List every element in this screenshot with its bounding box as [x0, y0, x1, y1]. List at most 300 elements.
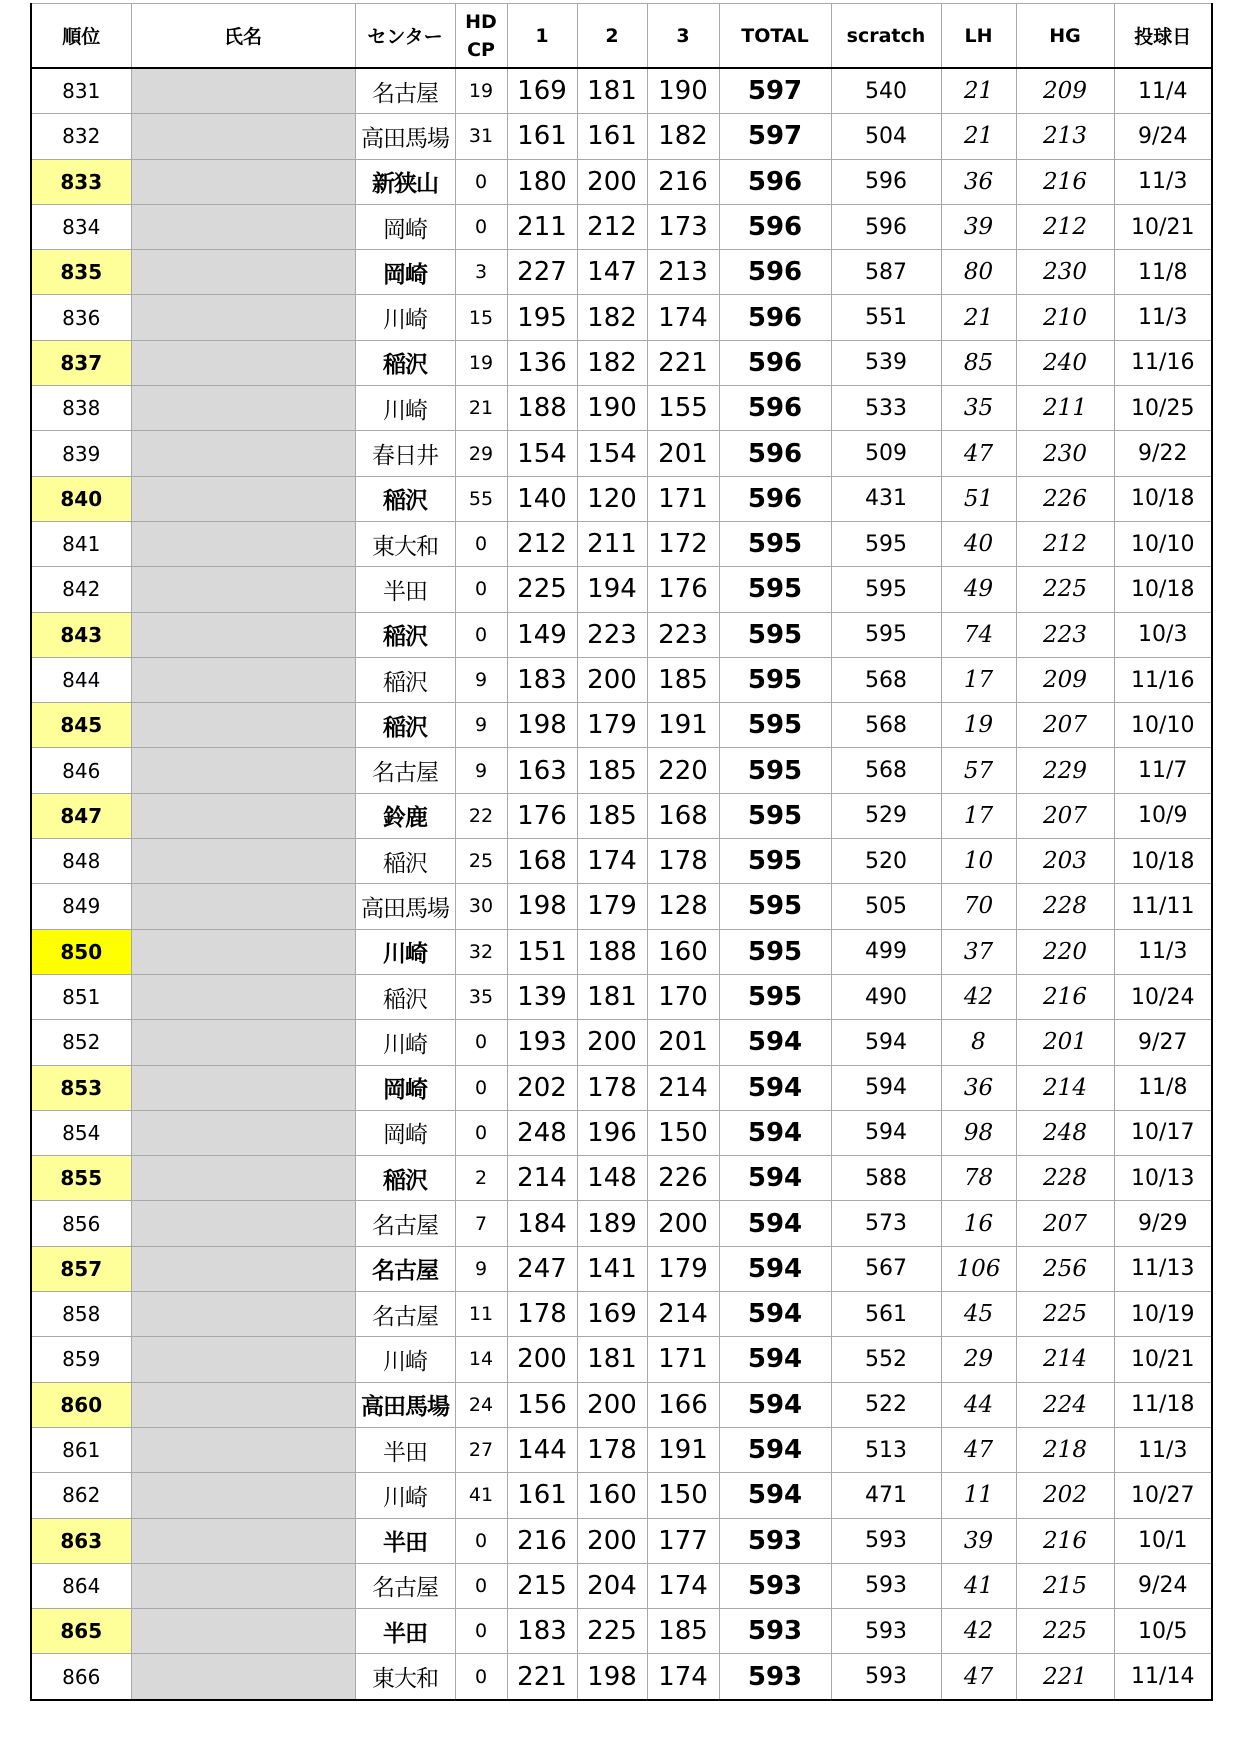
scratch-cell: 568	[831, 703, 941, 748]
hdcp-cell: 41	[455, 1473, 507, 1518]
name-cell	[131, 1473, 355, 1518]
name-cell	[131, 1292, 355, 1337]
hg-cell: 223	[1016, 612, 1114, 657]
date-cell: 10/10	[1114, 521, 1212, 566]
game3-cell: 191	[647, 1427, 719, 1472]
rank-cell: 832	[31, 114, 131, 159]
rank-cell: 840	[31, 476, 131, 521]
rank-cell: 845	[31, 703, 131, 748]
scratch-cell: 594	[831, 1020, 941, 1065]
name-cell	[131, 1020, 355, 1065]
name-cell	[131, 657, 355, 702]
date-cell: 11/8	[1114, 250, 1212, 295]
game3-cell: 185	[647, 657, 719, 702]
hg-cell: 207	[1016, 1201, 1114, 1246]
center-cell: 新狭山	[355, 159, 455, 204]
center-cell: 名古屋	[355, 1292, 455, 1337]
hdcp-cell: 25	[455, 839, 507, 884]
game1-cell: 214	[507, 1156, 577, 1201]
date-cell: 11/14	[1114, 1654, 1212, 1700]
date-cell: 10/1	[1114, 1518, 1212, 1563]
game2-cell: 200	[577, 1020, 647, 1065]
game1-cell: 216	[507, 1518, 577, 1563]
center-cell: 稲沢	[355, 612, 455, 657]
rank-cell: 858	[31, 1292, 131, 1337]
center-cell: 川崎	[355, 1337, 455, 1382]
table-row	[31, 1473, 1212, 1518]
header-row	[31, 4, 1212, 69]
total-cell: 594	[719, 1110, 831, 1155]
game2-cell: 160	[577, 1473, 647, 1518]
rank-cell: 842	[31, 567, 131, 612]
hg-cell: 215	[1016, 1563, 1114, 1608]
lh-cell: 98	[941, 1110, 1016, 1155]
lh-cell: 41	[941, 1563, 1016, 1608]
game3-cell: 150	[647, 1110, 719, 1155]
name-cell	[131, 974, 355, 1019]
hdcp-cell: 14	[455, 1337, 507, 1382]
game1-cell: 139	[507, 974, 577, 1019]
header-rank: 順位	[31, 4, 131, 69]
game1-cell: 193	[507, 1020, 577, 1065]
header-hdcp-line1: HD	[465, 10, 497, 33]
game1-cell: 198	[507, 884, 577, 929]
lh-cell: 47	[941, 1427, 1016, 1472]
hdcp-cell: 27	[455, 1427, 507, 1472]
scratch-cell: 513	[831, 1427, 941, 1472]
game3-cell: 223	[647, 612, 719, 657]
date-cell: 11/13	[1114, 1246, 1212, 1291]
lh-cell: 80	[941, 250, 1016, 295]
hg-cell: 212	[1016, 204, 1114, 249]
lh-cell: 49	[941, 567, 1016, 612]
game3-cell: 191	[647, 703, 719, 748]
game3-cell: 201	[647, 431, 719, 476]
table-row	[31, 386, 1212, 431]
game1-cell: 202	[507, 1065, 577, 1110]
game3-cell: 171	[647, 476, 719, 521]
table-row	[31, 204, 1212, 249]
game1-cell: 225	[507, 567, 577, 612]
hdcp-cell: 0	[455, 1563, 507, 1608]
name-cell	[131, 1518, 355, 1563]
lh-cell: 78	[941, 1156, 1016, 1201]
rank-cell: 857	[31, 1246, 131, 1291]
date-cell: 11/16	[1114, 340, 1212, 385]
scratch-cell: 593	[831, 1518, 941, 1563]
game2-cell: 148	[577, 1156, 647, 1201]
game2-cell: 161	[577, 114, 647, 159]
hdcp-cell: 7	[455, 1201, 507, 1246]
game2-cell: 198	[577, 1654, 647, 1700]
hdcp-cell: 9	[455, 657, 507, 702]
date-cell: 10/17	[1114, 1110, 1212, 1155]
hg-cell: 229	[1016, 748, 1114, 793]
date-cell: 9/29	[1114, 1201, 1212, 1246]
hdcp-cell: 0	[455, 1065, 507, 1110]
hg-cell: 210	[1016, 295, 1114, 340]
scratch-cell: 594	[831, 1110, 941, 1155]
scratch-cell: 593	[831, 1563, 941, 1608]
date-cell: 11/3	[1114, 1427, 1212, 1472]
name-cell	[131, 1609, 355, 1654]
date-cell: 10/18	[1114, 567, 1212, 612]
lh-cell: 70	[941, 884, 1016, 929]
lh-cell: 36	[941, 159, 1016, 204]
rank-cell: 850	[31, 929, 131, 974]
lh-cell: 47	[941, 1654, 1016, 1700]
rank-cell: 833	[31, 159, 131, 204]
hdcp-cell: 31	[455, 114, 507, 159]
center-cell: 半田	[355, 1427, 455, 1472]
game2-cell: 147	[577, 250, 647, 295]
center-cell: 稲沢	[355, 340, 455, 385]
game1-cell: 151	[507, 929, 577, 974]
total-cell: 596	[719, 250, 831, 295]
table-row	[31, 1563, 1212, 1608]
lh-cell: 85	[941, 340, 1016, 385]
table-row	[31, 703, 1212, 748]
rank-cell: 838	[31, 386, 131, 431]
game2-cell: 200	[577, 159, 647, 204]
game1-cell: 163	[507, 748, 577, 793]
table-row	[31, 974, 1212, 1019]
rank-cell: 839	[31, 431, 131, 476]
game2-cell: 196	[577, 1110, 647, 1155]
scratch-cell: 490	[831, 974, 941, 1019]
table-row	[31, 1337, 1212, 1382]
scratch-cell: 552	[831, 1337, 941, 1382]
hg-cell: 216	[1016, 159, 1114, 204]
game2-cell: 190	[577, 386, 647, 431]
hdcp-cell: 29	[455, 431, 507, 476]
scratch-cell: 505	[831, 884, 941, 929]
header-scratch: scratch	[831, 4, 941, 69]
game1-cell: 183	[507, 657, 577, 702]
total-cell: 593	[719, 1518, 831, 1563]
game3-cell: 190	[647, 68, 719, 114]
table-row	[31, 295, 1212, 340]
hdcp-cell: 0	[455, 567, 507, 612]
rank-cell: 864	[31, 1563, 131, 1608]
table-row	[31, 1609, 1212, 1654]
date-cell: 10/3	[1114, 612, 1212, 657]
scratch-cell: 596	[831, 159, 941, 204]
rank-cell: 862	[31, 1473, 131, 1518]
scratch-cell: 431	[831, 476, 941, 521]
name-cell	[131, 1201, 355, 1246]
total-cell: 595	[719, 612, 831, 657]
game3-cell: 200	[647, 1201, 719, 1246]
scratch-cell: 593	[831, 1654, 941, 1700]
lh-cell: 47	[941, 431, 1016, 476]
table-row	[31, 1292, 1212, 1337]
hg-cell: 220	[1016, 929, 1114, 974]
rank-cell: 836	[31, 295, 131, 340]
table-row	[31, 68, 1212, 114]
game3-cell: 155	[647, 386, 719, 431]
name-cell	[131, 1563, 355, 1608]
date-cell: 9/22	[1114, 431, 1212, 476]
center-cell: 岡崎	[355, 250, 455, 295]
total-cell: 595	[719, 521, 831, 566]
hg-cell: 218	[1016, 1427, 1114, 1472]
name-cell	[131, 1382, 355, 1427]
rank-cell: 843	[31, 612, 131, 657]
game1-cell: 183	[507, 1609, 577, 1654]
total-cell: 595	[719, 748, 831, 793]
table-row	[31, 1065, 1212, 1110]
scratch-cell: 520	[831, 839, 941, 884]
game2-cell: 185	[577, 748, 647, 793]
game1-cell: 212	[507, 521, 577, 566]
scratch-cell: 587	[831, 250, 941, 295]
game1-cell: 211	[507, 204, 577, 249]
date-cell: 10/5	[1114, 1609, 1212, 1654]
table-row	[31, 1246, 1212, 1291]
lh-cell: 21	[941, 114, 1016, 159]
total-cell: 595	[719, 703, 831, 748]
game3-cell: 168	[647, 793, 719, 838]
game1-cell: 184	[507, 1201, 577, 1246]
hg-cell: 216	[1016, 1518, 1114, 1563]
table-row	[31, 250, 1212, 295]
lh-cell: 39	[941, 1518, 1016, 1563]
hg-cell: 213	[1016, 114, 1114, 159]
game1-cell: 144	[507, 1427, 577, 1472]
game3-cell: 174	[647, 1654, 719, 1700]
date-cell: 10/10	[1114, 703, 1212, 748]
name-cell	[131, 1427, 355, 1472]
game3-cell: 201	[647, 1020, 719, 1065]
rank-cell: 854	[31, 1110, 131, 1155]
name-cell	[131, 839, 355, 884]
center-cell: 名古屋	[355, 1563, 455, 1608]
rank-cell: 860	[31, 1382, 131, 1427]
table-row	[31, 612, 1212, 657]
name-cell	[131, 1110, 355, 1155]
hg-cell: 248	[1016, 1110, 1114, 1155]
game3-cell: 185	[647, 1609, 719, 1654]
game1-cell: 168	[507, 839, 577, 884]
name-cell	[131, 340, 355, 385]
center-cell: 半田	[355, 567, 455, 612]
name-cell	[131, 1065, 355, 1110]
hdcp-cell: 19	[455, 68, 507, 114]
date-cell: 11/3	[1114, 929, 1212, 974]
game1-cell: 248	[507, 1110, 577, 1155]
total-cell: 593	[719, 1563, 831, 1608]
lh-cell: 19	[941, 703, 1016, 748]
hdcp-cell: 0	[455, 521, 507, 566]
total-cell: 594	[719, 1292, 831, 1337]
header-date: 投球日	[1114, 4, 1212, 69]
hg-cell: 202	[1016, 1473, 1114, 1518]
header-game2: 2	[577, 4, 647, 69]
total-cell: 594	[719, 1382, 831, 1427]
total-cell: 595	[719, 657, 831, 702]
game1-cell: 149	[507, 612, 577, 657]
game2-cell: 189	[577, 1201, 647, 1246]
hg-cell: 224	[1016, 1382, 1114, 1427]
game2-cell: 141	[577, 1246, 647, 1291]
game2-cell: 169	[577, 1292, 647, 1337]
center-cell: 稲沢	[355, 476, 455, 521]
hdcp-cell: 0	[455, 1020, 507, 1065]
scratch-cell: 568	[831, 657, 941, 702]
center-cell: 稲沢	[355, 1156, 455, 1201]
scratch-cell: 499	[831, 929, 941, 974]
table-row	[31, 159, 1212, 204]
hg-cell: 209	[1016, 68, 1114, 114]
hg-cell: 212	[1016, 521, 1114, 566]
game1-cell: 195	[507, 295, 577, 340]
scratch-cell: 595	[831, 612, 941, 657]
game2-cell: 200	[577, 657, 647, 702]
hdcp-cell: 9	[455, 1246, 507, 1291]
total-cell: 595	[719, 839, 831, 884]
game3-cell: 176	[647, 567, 719, 612]
game2-cell: 178	[577, 1427, 647, 1472]
center-cell: 岡崎	[355, 1110, 455, 1155]
table-row	[31, 340, 1212, 385]
name-cell	[131, 748, 355, 793]
lh-cell: 45	[941, 1292, 1016, 1337]
rank-cell: 848	[31, 839, 131, 884]
name-cell	[131, 793, 355, 838]
center-cell: 半田	[355, 1609, 455, 1654]
table-row	[31, 1518, 1212, 1563]
lh-cell: 51	[941, 476, 1016, 521]
hdcp-cell: 2	[455, 1156, 507, 1201]
date-cell: 10/13	[1114, 1156, 1212, 1201]
game3-cell: 216	[647, 159, 719, 204]
lh-cell: 17	[941, 657, 1016, 702]
date-cell: 9/27	[1114, 1020, 1212, 1065]
rank-cell: 849	[31, 884, 131, 929]
header-name: 氏名	[131, 4, 355, 69]
game1-cell: 198	[507, 703, 577, 748]
hg-cell: 203	[1016, 839, 1114, 884]
table-row	[31, 1156, 1212, 1201]
header-game3: 3	[647, 4, 719, 69]
hg-cell: 207	[1016, 703, 1114, 748]
total-cell: 596	[719, 340, 831, 385]
hg-cell: 214	[1016, 1065, 1114, 1110]
game3-cell: 221	[647, 340, 719, 385]
lh-cell: 37	[941, 929, 1016, 974]
lh-cell: 21	[941, 295, 1016, 340]
header-hg: HG	[1016, 4, 1114, 69]
game2-cell: 194	[577, 567, 647, 612]
lh-cell: 57	[941, 748, 1016, 793]
game2-cell: 179	[577, 884, 647, 929]
table-row	[31, 1382, 1212, 1427]
game2-cell: 223	[577, 612, 647, 657]
date-cell: 11/16	[1114, 657, 1212, 702]
hg-cell: 228	[1016, 884, 1114, 929]
total-cell: 595	[719, 884, 831, 929]
total-cell: 593	[719, 1609, 831, 1654]
game3-cell: 174	[647, 295, 719, 340]
hg-cell: 216	[1016, 974, 1114, 1019]
center-cell: 岡崎	[355, 1065, 455, 1110]
scratch-cell: 596	[831, 204, 941, 249]
rank-cell: 846	[31, 748, 131, 793]
name-cell	[131, 884, 355, 929]
game2-cell: 185	[577, 793, 647, 838]
hdcp-cell: 55	[455, 476, 507, 521]
game3-cell: 174	[647, 1563, 719, 1608]
date-cell: 10/25	[1114, 386, 1212, 431]
name-cell	[131, 68, 355, 114]
table-row	[31, 657, 1212, 702]
lh-cell: 16	[941, 1201, 1016, 1246]
game3-cell: 214	[647, 1292, 719, 1337]
game3-cell: 220	[647, 748, 719, 793]
hg-cell: 226	[1016, 476, 1114, 521]
date-cell: 9/24	[1114, 1563, 1212, 1608]
hg-cell: 225	[1016, 1292, 1114, 1337]
total-cell: 595	[719, 929, 831, 974]
total-cell: 595	[719, 567, 831, 612]
date-cell: 9/24	[1114, 114, 1212, 159]
lh-cell: 21	[941, 68, 1016, 114]
name-cell	[131, 1654, 355, 1700]
date-cell: 11/3	[1114, 295, 1212, 340]
scratch-cell: 588	[831, 1156, 941, 1201]
lh-cell: 35	[941, 386, 1016, 431]
total-cell: 594	[719, 1337, 831, 1382]
center-cell: 稲沢	[355, 703, 455, 748]
lh-cell: 44	[941, 1382, 1016, 1427]
game1-cell: 156	[507, 1382, 577, 1427]
rank-cell: 852	[31, 1020, 131, 1065]
center-cell: 春日井	[355, 431, 455, 476]
game3-cell: 150	[647, 1473, 719, 1518]
scratch-cell: 595	[831, 567, 941, 612]
name-cell	[131, 612, 355, 657]
game2-cell: 204	[577, 1563, 647, 1608]
game2-cell: 154	[577, 431, 647, 476]
lh-cell: 29	[941, 1337, 1016, 1382]
hg-cell: 240	[1016, 340, 1114, 385]
header-hdcp-line2: CP	[467, 38, 495, 61]
table-row	[31, 1654, 1212, 1700]
hdcp-cell: 15	[455, 295, 507, 340]
scratch-cell: 561	[831, 1292, 941, 1337]
table-row	[31, 839, 1212, 884]
game3-cell: 171	[647, 1337, 719, 1382]
name-cell	[131, 431, 355, 476]
hg-cell: 225	[1016, 1609, 1114, 1654]
game2-cell: 200	[577, 1382, 647, 1427]
rank-cell: 861	[31, 1427, 131, 1472]
rank-cell: 855	[31, 1156, 131, 1201]
center-cell: 川崎	[355, 1473, 455, 1518]
game2-cell: 181	[577, 974, 647, 1019]
game2-cell: 181	[577, 68, 647, 114]
table-row	[31, 884, 1212, 929]
game1-cell: 140	[507, 476, 577, 521]
game1-cell: 188	[507, 386, 577, 431]
name-cell	[131, 567, 355, 612]
rank-cell: 859	[31, 1337, 131, 1382]
hdcp-cell: 0	[455, 1110, 507, 1155]
game3-cell: 128	[647, 884, 719, 929]
game1-cell: 178	[507, 1292, 577, 1337]
hg-cell: 230	[1016, 431, 1114, 476]
